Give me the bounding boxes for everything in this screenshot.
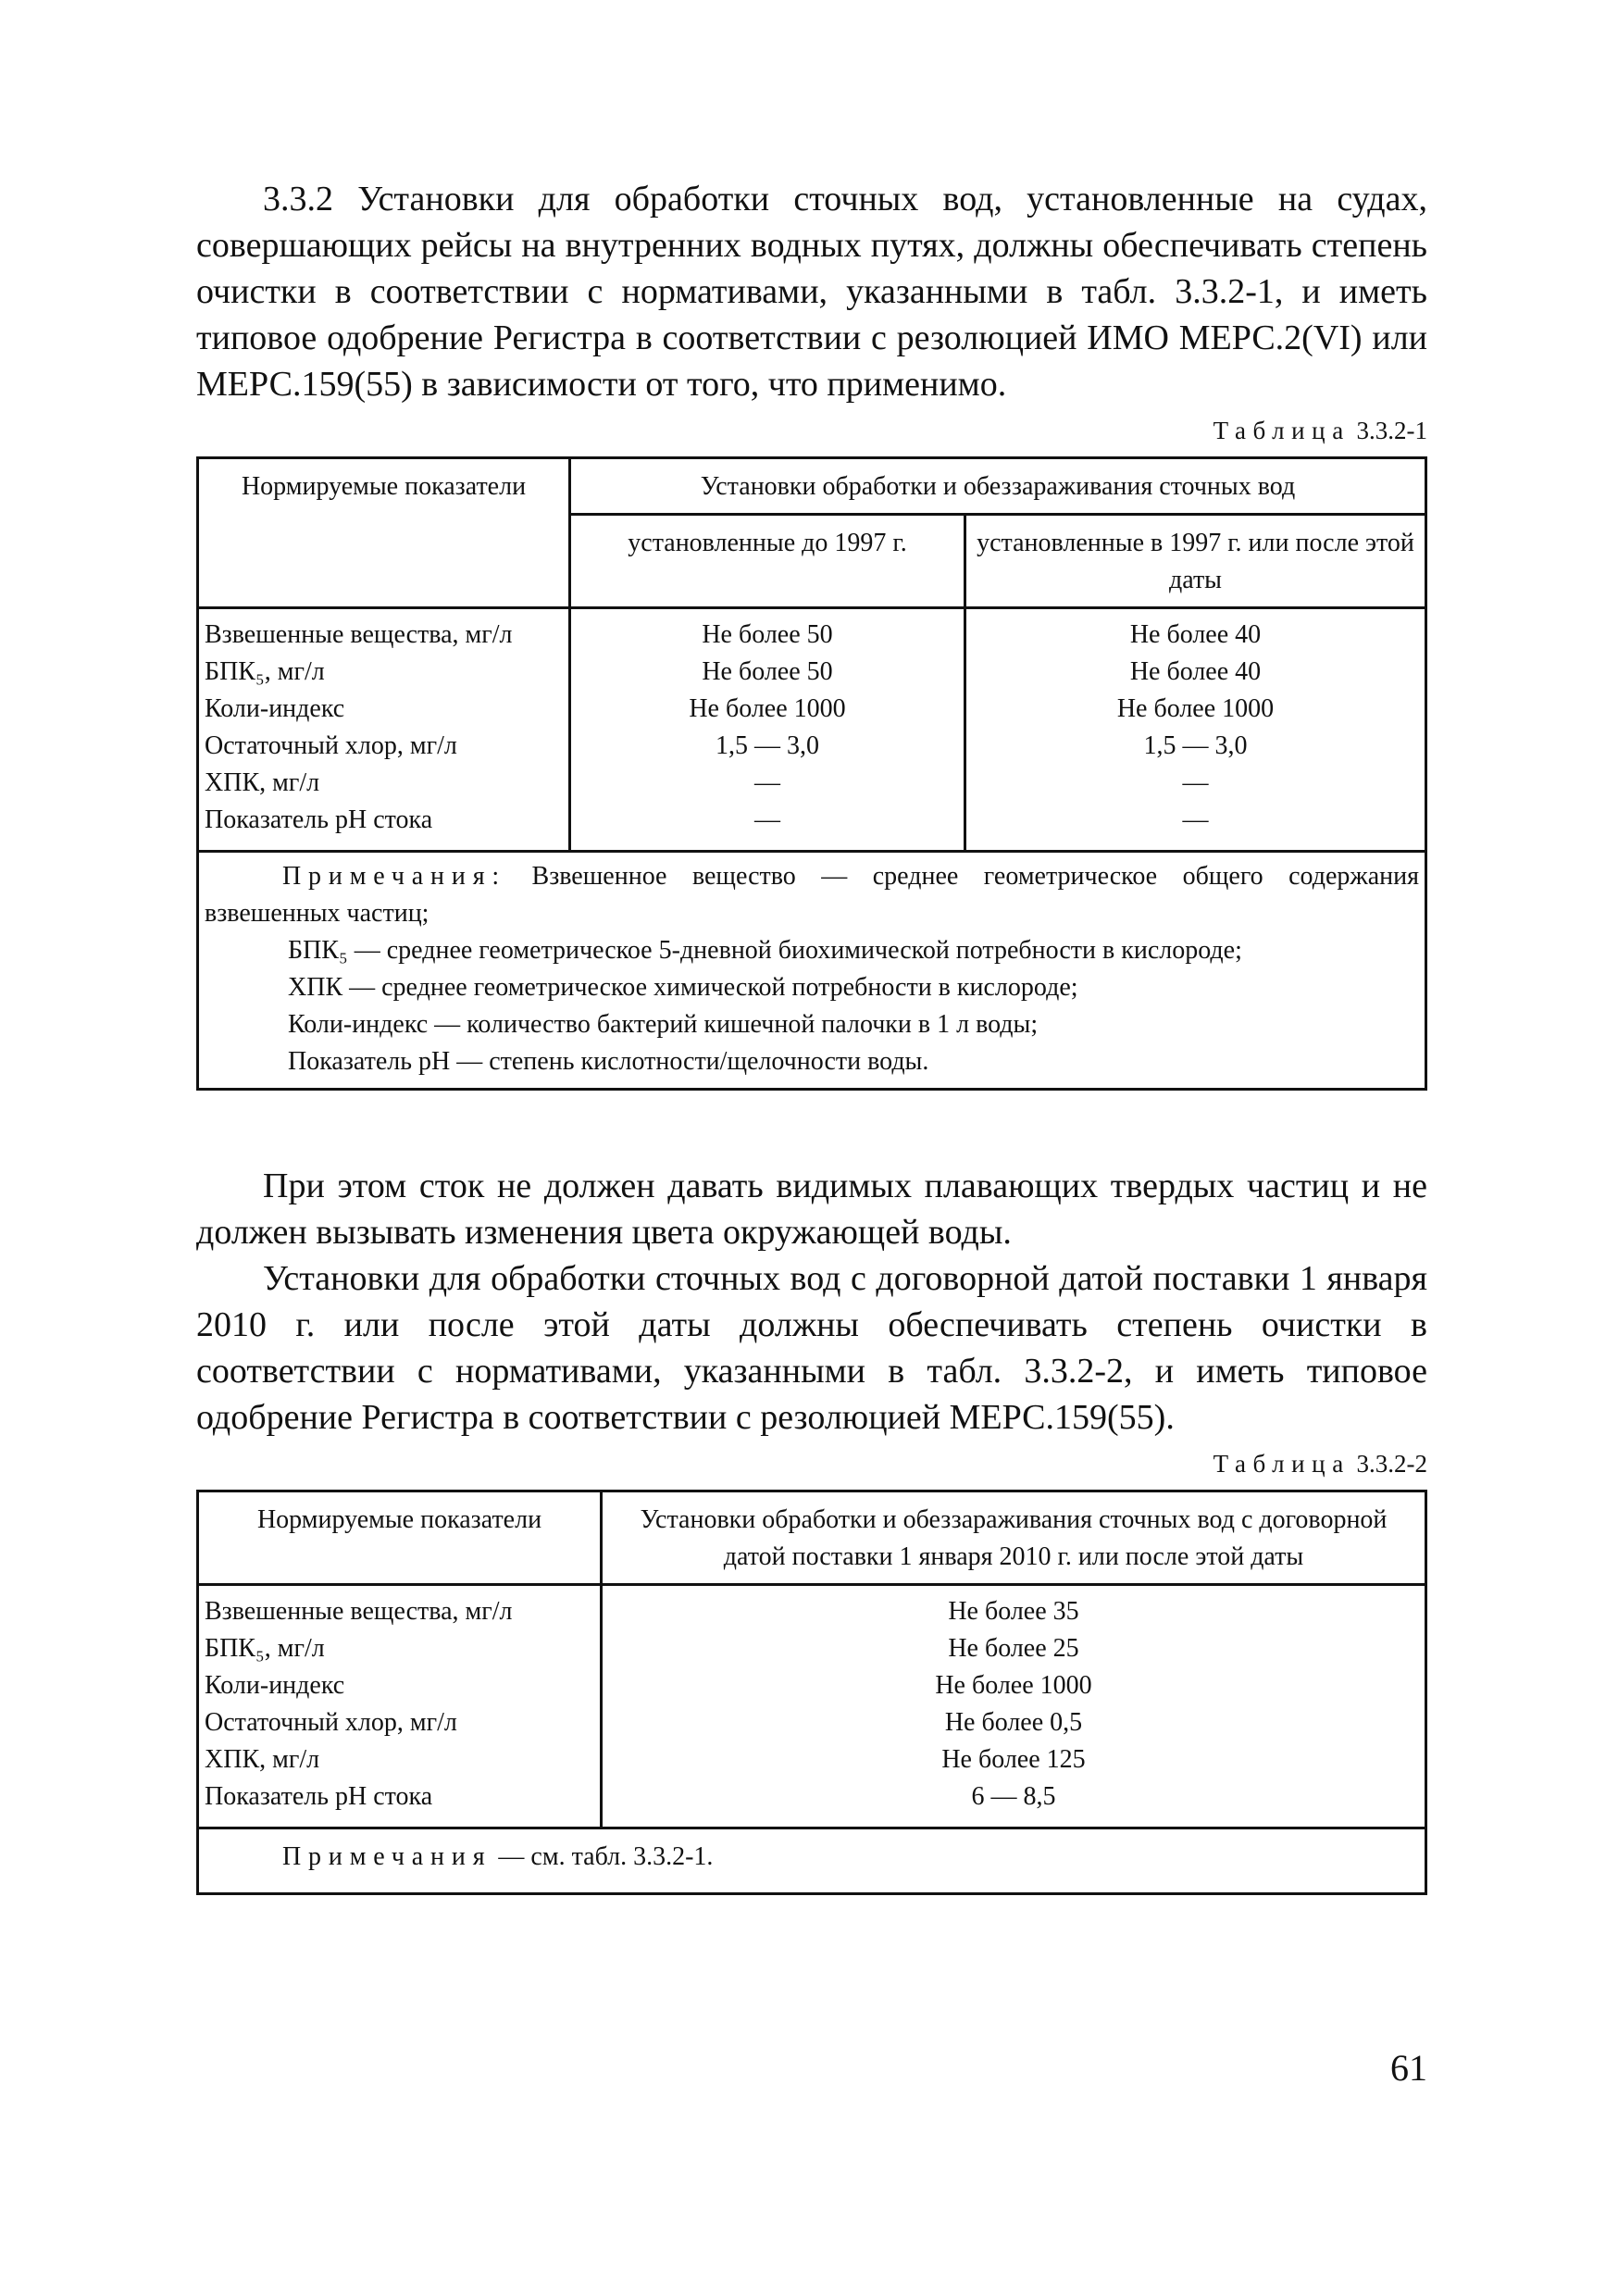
note-line: Коли-индекс — количество бактерий кишечной палочки в 1 л воды;: [288, 1010, 1039, 1039]
header-indicators: Нормируемые показатели: [198, 458, 570, 608]
value-cell: 6 — 8,5: [971, 1782, 1056, 1811]
value-cell: Не более 50: [702, 620, 833, 649]
indicator-row: ХПК, мг/л: [205, 768, 320, 797]
table-caption-1: [196, 417, 1427, 445]
indicator-row: Коли-индекс: [205, 1671, 345, 1700]
indicator-row: Остаточный хлор, мг/л: [205, 731, 457, 760]
indicator-row: Взвешенные вещества, мг/л: [205, 1597, 513, 1626]
header-indicators: Нормируемые показатели: [198, 1491, 602, 1585]
note-label: Примечания:: [282, 862, 507, 891]
value-cell: —: [1182, 805, 1209, 834]
value-cell: Не более 40: [1129, 657, 1262, 686]
indicator-list: [198, 1585, 602, 1828]
value-cell: 1,5 — 3,0: [1143, 731, 1248, 760]
values-before-1997: [570, 608, 965, 852]
note-first: [205, 858, 1419, 932]
value-cell: Не более 125: [941, 1745, 1086, 1774]
value-cell: —: [754, 805, 780, 834]
note-line: ХПК — среднее геометрическое химической потребности в кислороде;: [288, 973, 1078, 1002]
header-col-after-1997: установленные в 1997 г. или после этой даты: [965, 515, 1426, 608]
value-cell: Не более 25: [948, 1634, 1079, 1663]
indicator-row: Показатель pH стока: [205, 1782, 433, 1811]
value-cell: 1,5 — 3,0: [716, 731, 819, 760]
table-notes: [198, 852, 1426, 1090]
value-cell: Не более 40: [1129, 620, 1262, 649]
page-content: [196, 176, 1427, 1895]
indicator-row: ХПК, мг/л: [205, 1745, 320, 1774]
table-caption-number: 3.3.2-1: [1356, 417, 1427, 444]
value-cell: Не более 1000: [1116, 694, 1275, 723]
paragraph-2010: Установки для обработки сточных вод с договорной датой поставки 1 января 2010 г. или после этой даты должны обеспечивать степень очистки в соответствии с нормативами, указанными в табл. 3.3.2-2, и иметь типовое одобрение Регистра в соответствии с резолюцией МЕРС.159(55).: [196, 1259, 1427, 1437]
value-cell: Не более 1000: [935, 1671, 1092, 1700]
note-label: Примечания: [282, 1842, 492, 1871]
table-caption-number: 3.3.2-2: [1356, 1450, 1427, 1478]
value-cell: —: [1182, 768, 1209, 797]
table-notes: [198, 1828, 1426, 1894]
value-cell: Не более 1000: [689, 694, 846, 723]
paragraph-3-3-2: 3.3.2 Установки для обработки сточных вод, установленные на судах, совершающих рейсы на внутренних водных путях, должны обеспечивать степень очистки в соответствии с нормативами, указанными в табл. 3.3.2-1, и иметь типовое одобрение Регистра в соответствии с резолюцией ИМО МЕРС.2(VI) или МЕРС.159(55) в зависимости от того, что применимо.: [196, 180, 1427, 404]
values-after-1997: [965, 608, 1426, 852]
indicator-list: [198, 608, 570, 852]
indicator-row: БПК₅, мг/л: [205, 1634, 325, 1663]
table-3-3-2-1: [196, 456, 1427, 1091]
indicator-row: Показатель pH стока: [205, 805, 433, 834]
header-col-before-1997: установленные до 1997 г.: [570, 515, 965, 608]
header-group: Установки обработки и обеззараживания сточных вод с договорной датой поставки 1 января 2010 г. или после этой даты: [602, 1491, 1426, 1585]
note-text: — см. табл. 3.3.2-1.: [498, 1842, 714, 1871]
value-cell: Не более 35: [948, 1597, 1079, 1626]
value-cell: —: [754, 768, 780, 797]
indicator-row: Коли-индекс: [205, 694, 345, 723]
indicator-row: Остаточный хлор, мг/л: [205, 1708, 457, 1737]
table-3-3-2-2: [196, 1490, 1427, 1895]
value-cell: Не более 50: [702, 657, 833, 686]
indicator-row: БПК₅, мг/л: [205, 657, 325, 686]
header-group: Установки обработки и обеззараживания сточных вод: [570, 458, 1426, 515]
paragraph-effluent: При этом сток не должен давать видимых плавающих твердых частиц и не должен вызывать изменения цвета окружающей воды.: [196, 1167, 1427, 1252]
page-number: 61: [1390, 2047, 1427, 2089]
note-text: Взвешенное вещество — среднее геометрическое общего содержания взвешенных частиц;: [205, 862, 1420, 928]
values-2010: [602, 1585, 1426, 1828]
indicator-row: Взвешенные вещества, мг/л: [205, 620, 513, 649]
note-line: Показатель pH — степень кислотности/щелочности воды.: [288, 1047, 929, 1076]
table-caption-word: Таблица: [1213, 1450, 1350, 1478]
note-line: БПК₅ — среднее геометрическое 5-дневной биохимической потребности в кислороде;: [288, 936, 1242, 965]
table-caption-2: [196, 1450, 1427, 1479]
table-caption-word: Таблица: [1213, 417, 1350, 444]
value-cell: Не более 0,5: [944, 1708, 1083, 1737]
